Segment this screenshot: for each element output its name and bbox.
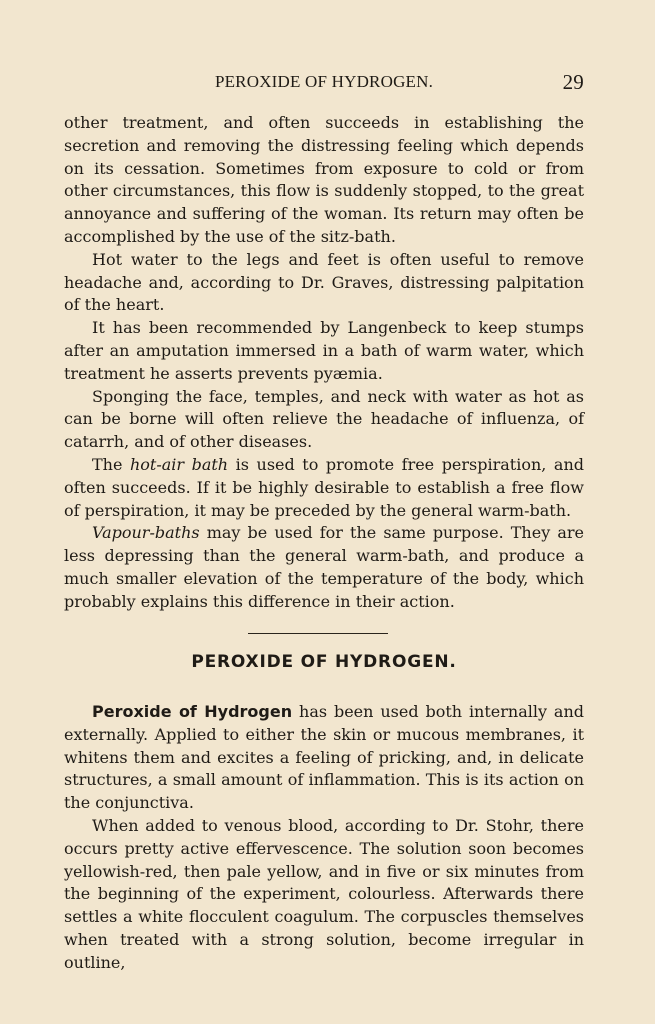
paragraph-vapour-baths [64, 522, 584, 613]
peroxide-intro-text: has been used both internally and externally. Applied to either the skin or mucous membranes, it whitens them and excites a feeling of pricking, and, in delicate structures, a small amount of inflammation. This is its action on the conjunctiva. [64, 702, 585, 813]
paragraph-venous-blood: When added to venous blood, according to Dr. Stohr, there occurs pretty active effervescence. The solution soon becomes yellowish-red, then pale yellow, and in five or six minutes from the beginning of the experiment, colourless. Afterwards there settles a white flocculent coagulum. The corpuscles themselves when treated with a strong solution, become irregular in outline, [64, 815, 584, 972]
paragraph-peroxide-intro [64, 701, 584, 815]
hot-air-bath-text: is used to promote free perspiration, and often succeeds. If it be highly desirable to establish a free flow of perspiration, it may be preceded by the general warm-bath. [64, 454, 584, 520]
vapour-baths-term: Vapour-baths [92, 523, 200, 543]
page-number: 29 [562, 70, 584, 94]
top-text-block [64, 112, 584, 614]
paragraph-langenbeck: It has been recommended by Langenbeck to keep stumps after an amputation immersed in a bath of warm water, which treatment he asserts prevents pyæmia. [64, 318, 584, 383]
paragraph-continuation: other treatment, and often succeeds in establishing the secretion and removing the distressing feeling which depends on its cessation. Sometimes from exposure to cold or from other circumstances, this flow is suddenly stopped, to the great annoyance and suffering of the woman. Its return may often be accomplished by the use of the sitz-bath. [64, 113, 584, 246]
running-title: PEROXIDE OF HYDROGEN. [214, 72, 434, 91]
vapour-baths-text: may be used for the same purpose. They are less depressing than the general warm-bath, and produce a much smaller elevation of the temperature of the body, which probably explains this difference in their action. [64, 523, 584, 611]
hot-air-bath-term: hot-air bath [129, 454, 229, 474]
section-divider [248, 633, 388, 634]
paragraph-hot-air-bath [64, 454, 584, 522]
paragraph-hot-water-legs: Hot water to the legs and feet is often useful to remove headache and, according to Dr. Graves, distressing palpitation of the heart. [64, 249, 584, 315]
peroxide-text-block [64, 701, 584, 975]
section-heading: PEROXIDE OF HYDROGEN. [191, 652, 457, 672]
peroxide-lead-term: Peroxide of Hydrogen [92, 702, 293, 721]
running-head [64, 70, 584, 96]
hot-air-bath-prefix: The [92, 454, 130, 474]
paragraph-sponging: Sponging the face, temples, and neck with water as hot as can be borne will often relieve the headache of influenza, of catarrh, and of other diseases. [64, 386, 584, 452]
